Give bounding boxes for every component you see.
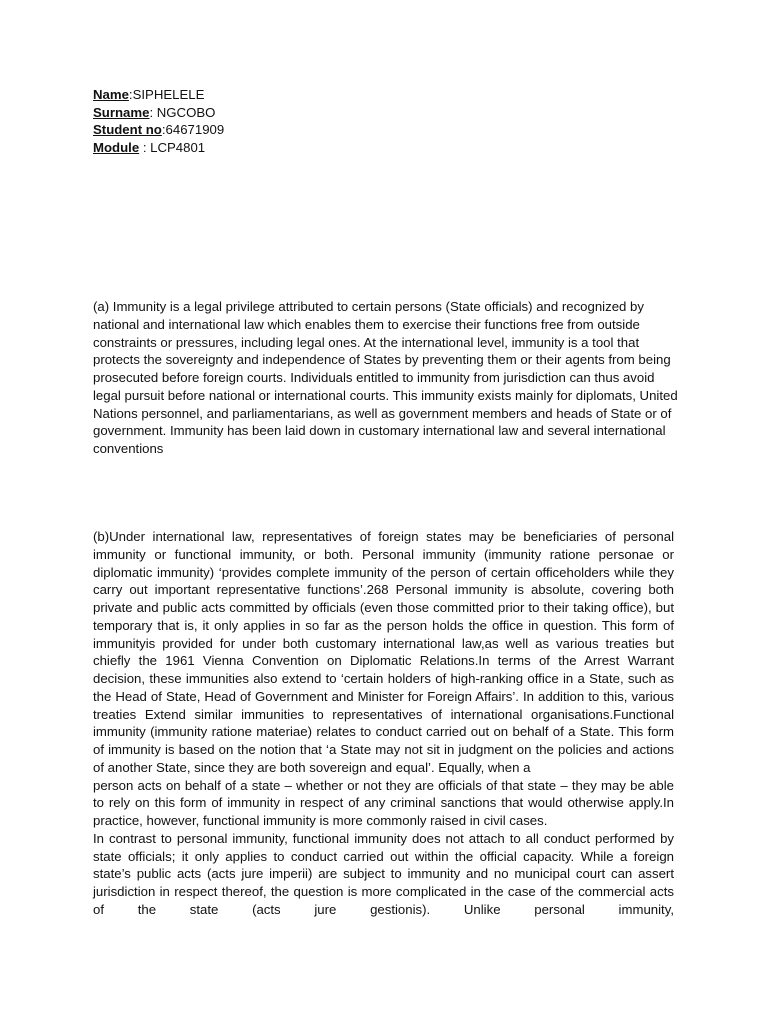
name-value: :SIPHELELE xyxy=(128,87,205,102)
answer-b-paragraph-3: In contrast to personal immunity, functional immunity does not attach to all conduct performed by state officials; it only applies to conduct carried out within the official capacity. While a foreign state’s public acts (acts jure imperii) are subject to immunity and no municipal court can assert jurisdiction in respect thereof, the question is more complicated in the case of the commercial acts of the state (acts jure gestionis). Unlike personal immunity, xyxy=(93,830,674,917)
answer-b-section xyxy=(93,528,674,919)
answer-b-paragraph-2: person acts on behalf of a state – whether or not they are officials of that state – they may be able to rely on this form of immunity in respect of any criminal sanctions that would otherwise apply.In practice, however, functional immunity is more commonly raised in civil cases. xyxy=(93,777,674,828)
name-label: Name xyxy=(93,87,129,102)
student-no-label: Student no xyxy=(93,122,162,138)
student-info-block xyxy=(93,86,224,156)
surname-value: : NGCOBO xyxy=(149,104,216,120)
module-row xyxy=(93,139,224,157)
module-value: : LCP4801 xyxy=(139,139,206,155)
name-row xyxy=(93,86,224,104)
module-label: Module xyxy=(93,139,140,155)
student-no-row xyxy=(93,121,224,139)
surname-label: Surname xyxy=(93,104,150,120)
answer-a-paragraph: (a) Immunity is a legal privilege attributed to certain persons (State officials) and recognized by national and international law which enables them to exercise their functions free from outside constraints or pressures, including legal ones. At the international level, immunity is a tool that protects the sovereignty and independence of States by preventing them or their agents from being prosecuted before foreign courts. Individuals entitled to immunity from jurisdiction can thus avoid legal pursuit before national or international courts. This immunity exists mainly for diplomats, United Nations personnel, and parliamentarians, as well as government members and heads of State or of government. Immunity has been laid down in customary international law and several international conventions xyxy=(93,299,678,456)
surname-row xyxy=(93,104,224,122)
student-no-value: :64671909 xyxy=(161,122,225,138)
answer-a-section xyxy=(93,298,683,458)
answer-b-paragraph-1: (b)Under international law, representatives of foreign states may be beneficiaries of personal immunity or functional immunity, or both. Personal immunity (immunity ratione personae or diplomatic immunity) ‘provides complete immunity of the person of certain officeholders while they carry out important representative functions’.268 Personal immunity is absolute, covering both private and public acts committed by officials (even those committed prior to their taking office), but temporary that is, it only applies in so far as the person holds the office in question. This form of immunityis provided for under both customary international law,as well as various treaties but chiefly the 1961 Vienna Convention on Diplomatic Relations.In terms of the Arrest Warrant decision, these immunities also extend to ‘certain holders of high-ranking office in a State, such as the Head of State, Head of Government and Minister for Foreign Affairs’. In addition to this, various treaties Extend similar immunities to representatives of international organisations.Functional immunity (immunity ratione materiae) relates to conduct carried out on behalf of a State. This form of immunity is based on the notion that ‘a State may not sit in judgment on the policies and actions of another State, since they are both sovereign and equal’. Equally, when a xyxy=(93,529,674,775)
